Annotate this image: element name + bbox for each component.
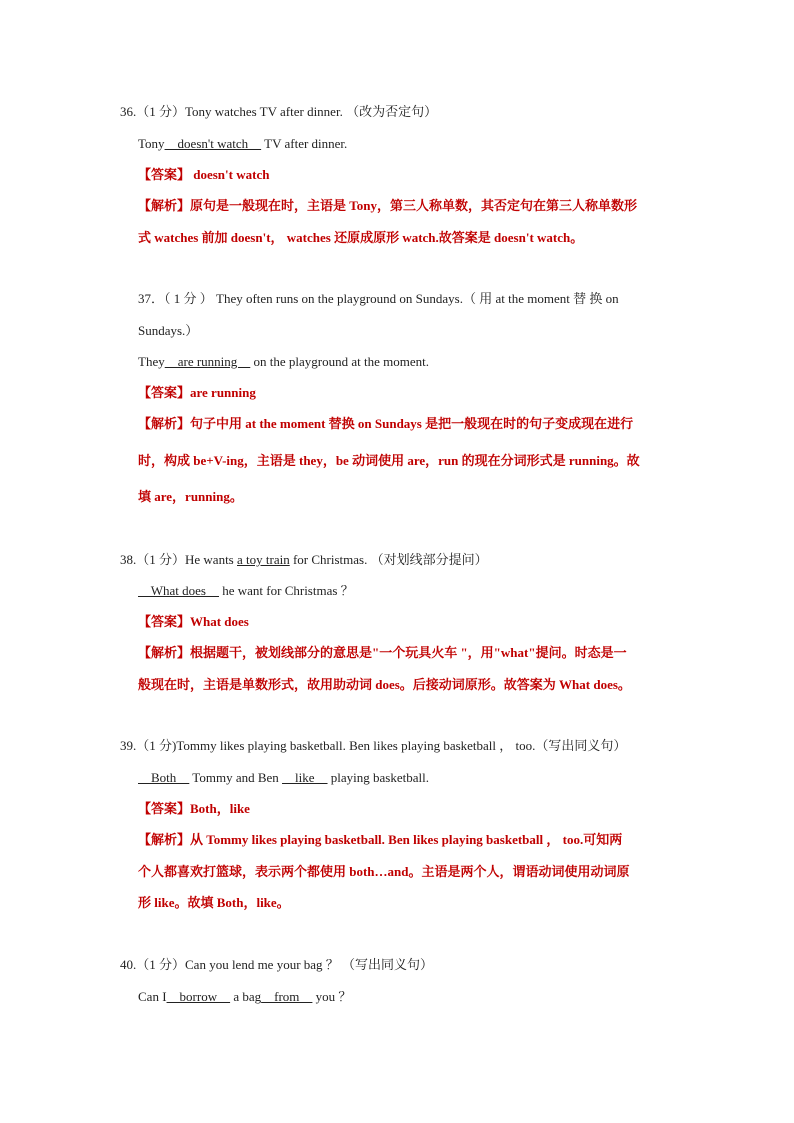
q36-answer-pre: Tony [138,136,165,151]
q39-answer-blank-2: like [282,770,328,785]
q39-answer-blank-1: Both [138,770,190,785]
q37-question-2: Sundays.） [138,323,199,338]
q36-answer: 【答案】 doesn't watch [138,167,270,182]
q38-answer-post: he want for Christmas ？ [219,583,354,598]
q40-answer-mid: a bag [230,989,262,1004]
q39-answer: 【答案】Both，like [138,801,250,816]
q39-analysis-2: 个人都喜欢打篮球，表示两个都使用 both…and。主语是两个人，谓语动词使用动词原 [138,864,630,879]
q40-answer-blank-2: from [261,989,313,1004]
q40-question: 40.（1 分）Can you lend me your bag ？ （写出同义句） [120,957,434,972]
q37-question-1: 37．（ 1 分 ） They often runs on the playground on Sundays.（ 用 at the moment 替 换 on [138,291,619,306]
q38-question-underlined: a toy train [237,552,290,567]
q39-analysis-1: 【解析】从 Tommy likes playing basketball. Ben likes playing basketball ， too.可知两 [138,832,623,847]
q40-answer-pre: Can I [138,989,167,1004]
q38-answer-blank: What does [138,583,219,598]
q40-answer-blank-1: borrow [166,989,231,1004]
q37-answer-line [138,354,678,370]
q36-answer-post: TV after dinner. [261,136,348,151]
q36-answer-blank: doesn't watch [164,136,262,151]
q38-answer: 【答案】What does [138,614,249,629]
q39-question: 39.（1 分)Tommy likes playing basketball. Ben likes playing basketball ， too.（写出同义句） [120,738,627,753]
q37-answer-post: on the playground at the moment. [250,354,429,369]
q39-answer-post: playing basketball. [327,770,429,785]
q38-question [120,552,660,568]
q38-answer-line [138,583,678,599]
q37-answer-blank: are running [164,354,251,369]
q36-answer-line [138,136,678,152]
q37-analysis-1: 【解析】句子中用 at the moment 替换 on Sundays 是把一般现在时的句子变成现在进行 [138,416,634,431]
q39-answer-line [138,770,678,786]
q40-answer-line [138,989,678,1005]
q37-analysis-3: 填 are，running。 [138,489,243,504]
q38-analysis-1: 【解析】根据题干，被划线部分的意思是"一个玩具火车 "，用"what"提问。时态是一 [138,645,627,660]
q38-analysis-2: 般现在时，主语是单数形式，故用助动词 does。后接动词原形。故答案为 What does。 [138,677,631,692]
q37-analysis-2: 时，构成 be+V-ing，主语是 they，be 动词使用 are，run 的现在分词形式是 running。故 [138,453,640,468]
q38-question-post: for Christmas. （对划线部分提问） [289,552,488,567]
q36-question: 36.（1 分）Tony watches TV after dinner. （改为否定句） [120,104,438,119]
q39-analysis-3: 形 like。故填 Both，like。 [138,895,290,910]
q37-answer: 【答案】are running [138,385,256,400]
q36-analysis-1: 【解析】原句是一般现在时，主语是 Tony，第三人称单数，其否定句在第三人称单数形 [138,198,637,213]
q37-answer-pre: They [138,354,165,369]
q40-answer-post: you ？ [312,989,352,1004]
q38-question-pre: 38.（1 分）He wants [120,552,237,567]
q39-answer-mid: Tommy and Ben [189,770,283,785]
q36-analysis-2: 式 watches 前加 doesn't， watches 还原成原形 watch.故答案是 doesn't watch。 [138,230,584,245]
